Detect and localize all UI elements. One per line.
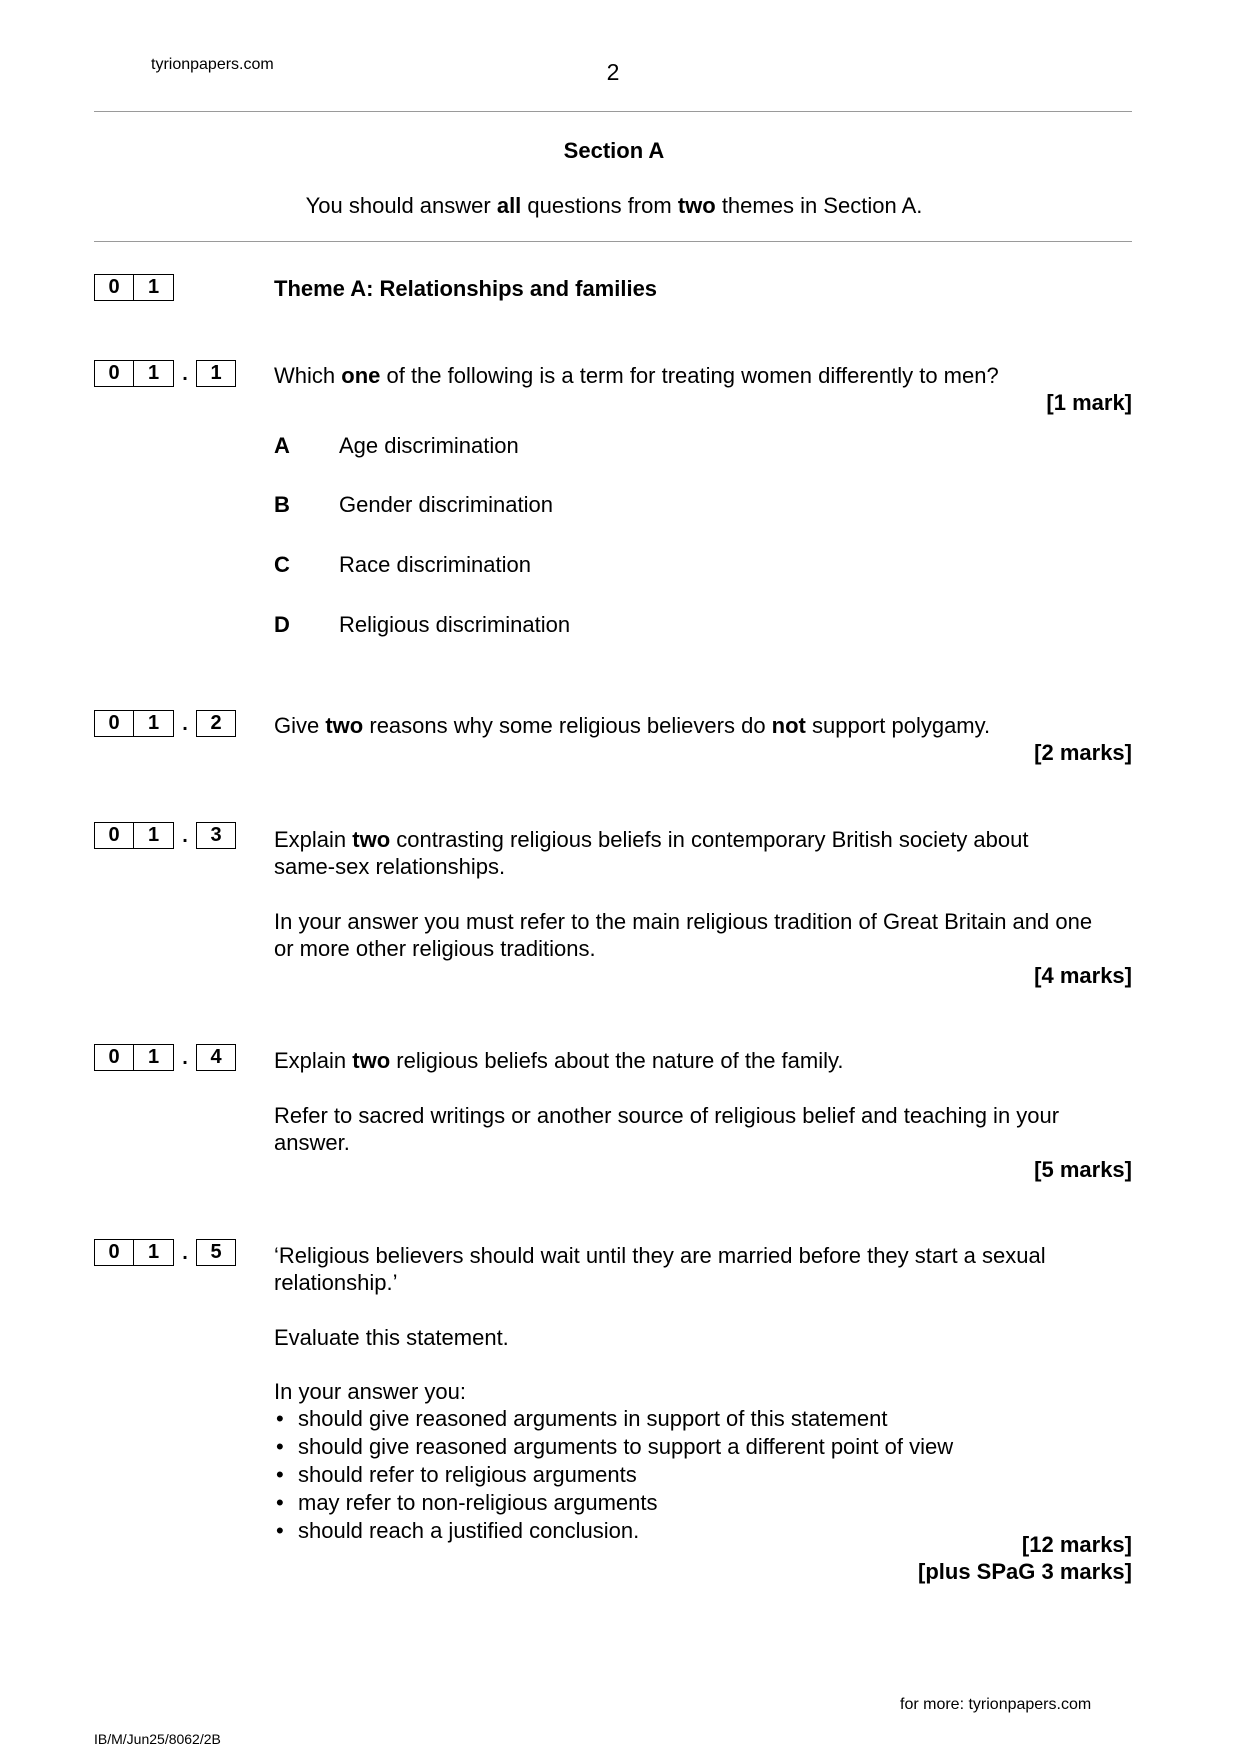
- section-title: Section A: [563, 138, 665, 163]
- list-item: • should give reasoned arguments to support a different point of view: [274, 1433, 1132, 1461]
- list-item: • may refer to non-religious arguments: [274, 1489, 1132, 1517]
- question-01-5-marks: [12 marks]: [1021, 1532, 1132, 1557]
- question-01-1-stem: Which one of the following is a term for treating women differently to men?: [274, 363, 999, 388]
- question-number-01-2: 0 1 . 2: [94, 709, 236, 738]
- option-a-text: Age discrimination: [339, 433, 519, 458]
- question-01-3-stem: Explain two contrasting religious beliefs in contemporary British society about same-sex relationships.: [274, 827, 1029, 879]
- option-b-text: Gender discrimination: [339, 492, 553, 517]
- option-c-text: Race discrimination: [339, 552, 531, 577]
- option-b-letter: B: [274, 492, 290, 517]
- question-01-4-paragraph: Refer to sacred writings or another source of religious belief and teaching in your answer.: [274, 1103, 1060, 1155]
- question-01-3-paragraph: In your answer you must refer to the main religious tradition of Great Britain and one or more other religious traditions.: [274, 909, 1093, 961]
- footer-more-link: for more: tyrionpapers.com: [900, 1696, 1092, 1713]
- option-c-letter: C: [274, 552, 290, 577]
- list-item: • should reach a justified conclusion.: [274, 1517, 1132, 1545]
- header-divider: [94, 111, 1132, 112]
- question-01-3-marks: [4 marks]: [1034, 963, 1132, 988]
- option-d-text: Religious discrimination: [339, 612, 571, 637]
- footer-code: IB/M/Jun25/8062/2B: [94, 1731, 221, 1747]
- question-01-4-marks: [5 marks]: [1034, 1157, 1132, 1182]
- question-number-01-3: 0 1 . 3: [94, 821, 236, 850]
- list-item: • should refer to religious arguments: [274, 1461, 1132, 1489]
- question-number-01-4: 0 1 . 4: [94, 1043, 236, 1072]
- list-item: • should give reasoned arguments in support of this statement: [274, 1405, 1132, 1433]
- question-01-5-bullets: [274, 1405, 1132, 1545]
- theme-number: 0 1: [94, 273, 174, 302]
- question-01-4-stem: Explain two religious beliefs about the nature of the family.: [274, 1048, 844, 1073]
- question-number-01-5: 0 1 . 5: [94, 1238, 236, 1267]
- question-01-2-stem: Give two reasons why some religious believers do not support polygamy.: [274, 713, 991, 738]
- question-01-5-intro: In your answer you:: [274, 1379, 466, 1404]
- question-01-1-marks: [1 mark]: [1046, 390, 1132, 415]
- section-instruction: You should answer all questions from two themes in Section A.: [305, 193, 923, 218]
- page-number: 2: [606, 59, 620, 85]
- header-site: tyrionpapers.com: [151, 56, 274, 73]
- option-d-letter: D: [274, 612, 290, 637]
- theme-title: Theme A: Relationships and families: [274, 276, 658, 301]
- question-number-01-1: 0 1 . 1: [94, 359, 236, 388]
- question-01-5-spag: [plus SPaG 3 marks]: [918, 1559, 1132, 1584]
- question-01-5-evaluate: Evaluate this statement.: [274, 1325, 509, 1350]
- question-01-5-statement: ‘Religious believers should wait until they are married before they start a sexual relationship.’: [274, 1243, 1046, 1295]
- section-divider: [94, 241, 1132, 242]
- question-01-2-marks: [2 marks]: [1034, 740, 1132, 765]
- option-a-letter: A: [274, 433, 290, 458]
